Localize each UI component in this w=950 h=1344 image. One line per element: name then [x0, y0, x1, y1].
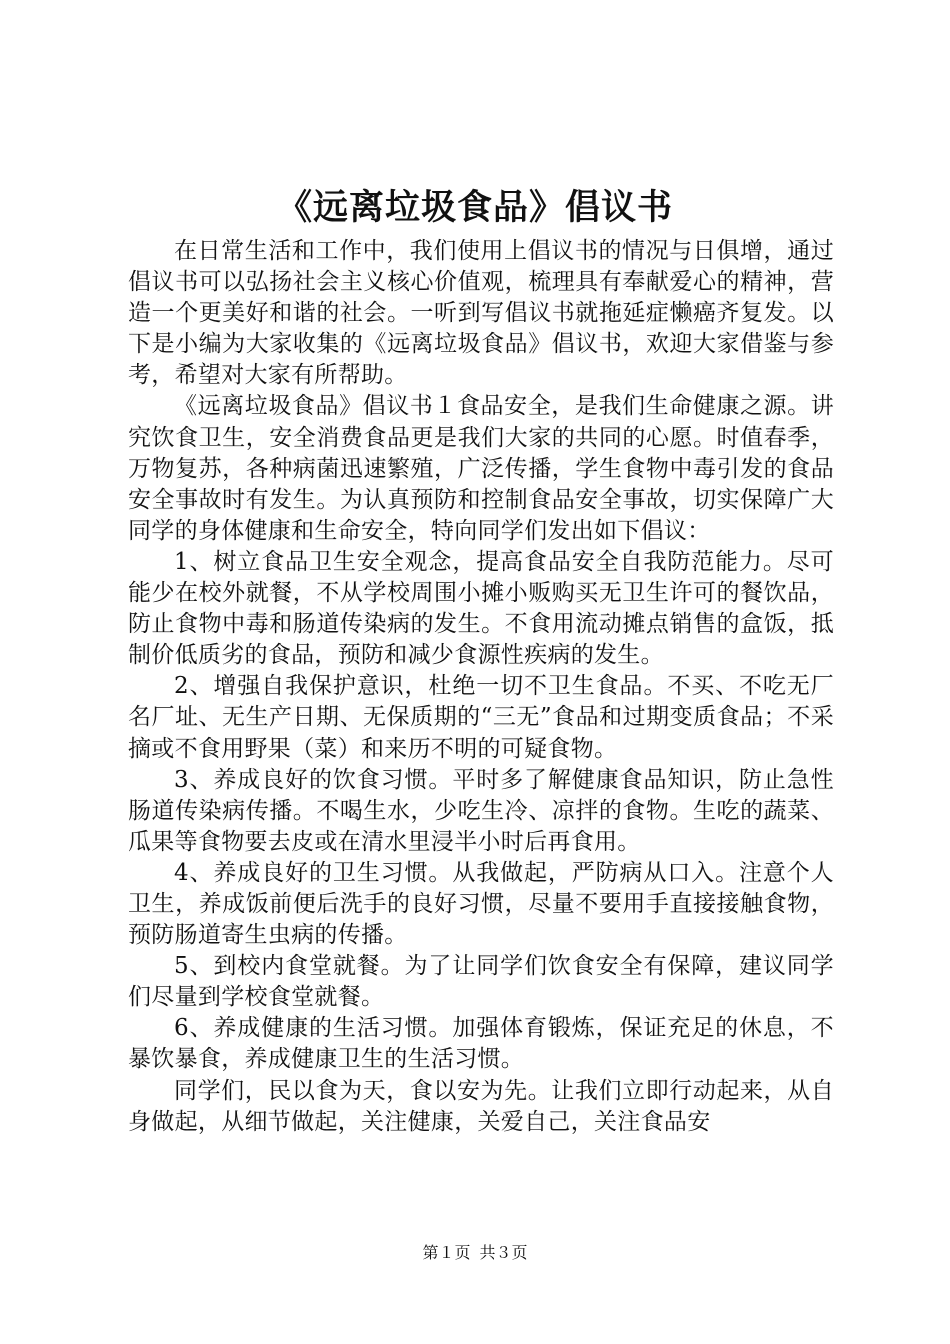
document-title: 《远离垃圾食品》倡议书	[276, 187, 673, 228]
proposal-item-4: 4、养成良好的卫生习惯。从我做起，严防病从口入。注意个人卫生，养成饭前便后洗手的良好习惯，尽量不要用手直接接触食物，预防肠道寄生虫病的传播。	[128, 859, 834, 949]
proposal-item-5: 5、到校内食堂就餐。为了让同学们饮食安全有保障，建议同学们尽量到学校食堂就餐。	[128, 953, 834, 1011]
proposal-item-1: 1、树立食品卫生安全观念，提高食品安全自我防范能力。尽可能少在校外就餐，不从学校周围小摊小贩购买无卫生许可的餐饮品，防止食物中毒和肠道传染病的发生。不食用流动摊点销售的盒饭，抵制价低质劣的食品，预防和减少食源性疾病的发生。	[128, 548, 834, 669]
page-footer	[0, 1243, 950, 1263]
page-total: 共３页	[479, 1243, 528, 1262]
proposal-item-2: 2、增强自我保护意识，杜绝一切不卫生食品。不买、不吃无厂名厂址、无生产日期、无保质期的“三无”食品和过期变质食品；不采摘或不食用野果（菜）和来历不明的可疑食物。	[128, 673, 834, 762]
proposal-item-3: 3、养成良好的饮食习惯。平时多了解健康食品知识，防止急性肠道传染病传播。不喝生水，少吃生冷、凉拌的食物。生吃的蔬菜、瓜果等食物要去皮或在清水里浸半小时后再食用。	[128, 766, 834, 855]
document-body	[128, 236, 834, 1138]
intro-paragraph: 在日常生活和工作中，我们使用上倡议书的情况与日俱增，通过倡议书可以弘扬社会主义核心价值观，梳理具有奉献爱心的精神，营造一个更美好和谐的社会。一听到写倡议书就拖延症懒癌齐复发。以下是小编为大家收集的《远离垃圾食品》倡议书，欢迎大家借鉴与参考，希望对大家有所帮助。	[128, 238, 834, 389]
proposal-opening-paragraph: 《远离垃圾食品》倡议书１食品安全，是我们生命健康之源。讲究饮食卫生，安全消费食品更是我们大家的共同的心愿。时值春季，万物复苏，各种病菌迅速繁殖，广泛传播，学生食物中毒引发的食品安全事故时有发生。为认真预防和控制食品安全事故，切实保障广大同学的身体健康和生命安全，特向同学们发出如下倡议：	[128, 393, 834, 544]
closing-paragraph: 同学们，民以食为天，食以安为先。让我们立即行动起来，从自身做起，从细节做起，关注健康，关爱自己，关注食品安	[128, 1077, 834, 1135]
page-number: 第１页	[422, 1243, 471, 1262]
proposal-item-6: 6、养成健康的生活习惯。加强体育锻炼，保证充足的休息，不暴饮暴食，养成健康卫生的生活习惯。	[128, 1015, 834, 1073]
